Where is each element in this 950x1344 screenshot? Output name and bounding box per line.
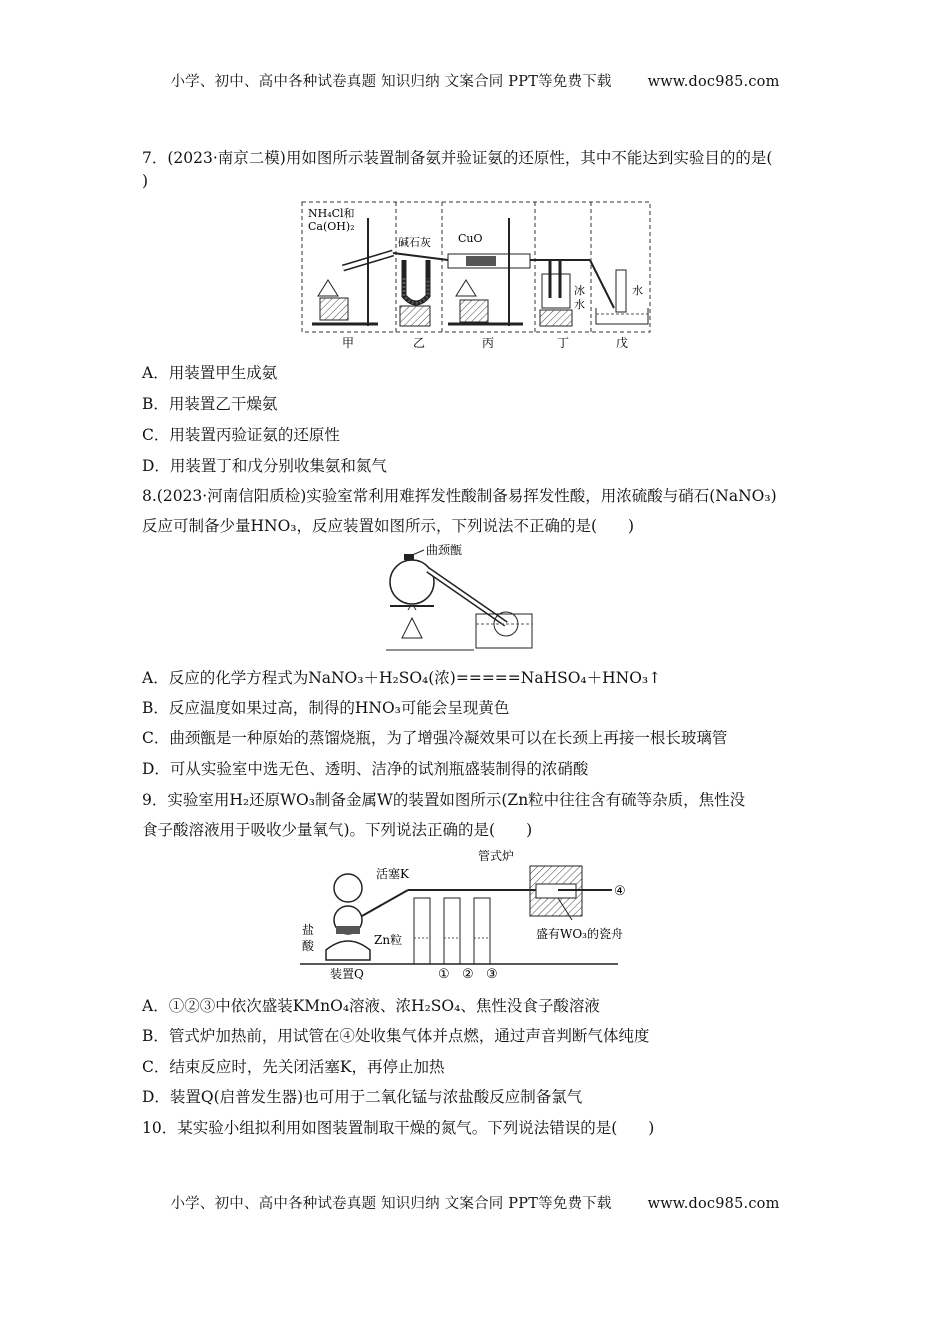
q7-option-a: A．用装置甲生成氨 <box>142 364 278 382</box>
q7-water-label: 水 <box>632 284 643 297</box>
q9-option-c: C．结束反应时，先关闭活塞K，再停止加热 <box>142 1058 445 1076</box>
q7-apparatus-figure <box>298 198 654 350</box>
q8-stem-line2: 反应可制备少量HNO₃，反应装置如图所示，下列说法不正确的是( ) <box>142 517 635 535</box>
q7-ice-label2: 水 <box>574 298 585 311</box>
page-header <box>0 70 950 91</box>
q9-option-b: B．管式炉加热前，用试管在④处收集气体并点燃，通过声音判断气体纯度 <box>142 1027 650 1045</box>
q7-stem-line1: 7．(2023·南京二模)用如图所示装置制备氨并验证氨的还原性，其中不能达到实验目的的是( <box>142 149 773 167</box>
q9-num-3: ③ <box>486 967 498 982</box>
q9-valve-label: 活塞K <box>376 867 409 881</box>
q7-label-yi: 乙 <box>413 336 426 350</box>
q9-boat-label: 盛有WO₃的瓷舟 <box>536 927 623 941</box>
q8-option-d: D．可从实验室中选无色、透明、洁净的试剂瓶盛装制得的浓硝酸 <box>142 760 589 778</box>
footer-url[interactable]: www.doc985.com <box>647 1196 780 1212</box>
q9-furnace-label: 管式炉 <box>478 849 515 863</box>
q7-option-c: C．用装置丙验证氨的还原性 <box>142 426 340 444</box>
q7-label-wu: 戊 <box>616 336 629 350</box>
q9-acid-label2: 酸 <box>302 939 315 953</box>
q7-label-bing: 丙 <box>482 336 495 350</box>
q10-stem-line1: 10．某实验小组拟利用如图装置制取干燥的氮气。下列说法错误的是( ) <box>142 1119 655 1137</box>
footer-text: 小学、初中、高中各种试卷真题 知识归纳 文案合同 PPT等免费下载 <box>170 1196 612 1212</box>
q9-device-label: 装置Q <box>330 967 364 981</box>
q9-apparatus-figure <box>296 846 644 984</box>
q7-option-b: B．用装置乙干燥氨 <box>142 395 278 413</box>
header-text: 小学、初中、高中各种试卷真题 知识归纳 文案合同 PPT等免费下载 <box>170 74 612 90</box>
q8-option-c: C．曲颈甑是一种原始的蒸馏烧瓶，为了增强冷凝效果可以在长颈上再接一根长玻璃管 <box>142 729 728 747</box>
q9-num-1: ① <box>438 967 450 982</box>
q7-ice-label1: 冰 <box>574 284 585 297</box>
q9-stem-line2: 食子酸溶液用于吸收少量氧气)。下列说法正确的是( ) <box>142 821 533 839</box>
q9-zn-label: Zn粒 <box>374 933 403 947</box>
q8-retort-label: 曲颈甑 <box>426 543 463 557</box>
q7-stem-line2: ) <box>142 172 149 190</box>
q7-reagent-line1: NH₄Cl和 <box>308 207 355 220</box>
q8-retort-figure <box>378 540 536 658</box>
q8-stem-line1: 8.(2023·河南信阳质检)实验室常利用难挥发性酸制备易挥发性酸，用浓硫酸与硝石(NaNO₃) <box>142 487 777 505</box>
page-footer <box>0 1192 950 1213</box>
q7-label-jia: 甲 <box>342 336 355 350</box>
q9-stem-line1: 9．实验室用H₂还原WO₃制备金属W的装置如图所示(Zn粒中往往含有硫等杂质，焦性没 <box>142 791 746 809</box>
q9-num-2: ② <box>462 967 474 982</box>
q7-label-ding: 丁 <box>557 336 570 350</box>
q7-soda-lime-label: 碱石灰 <box>398 236 431 249</box>
q9-num-4: ④ <box>614 884 626 899</box>
q8-option-a: A．反应的化学方程式为NaNO₃＋H₂SO₄(浓)=====NaHSO₄＋HNO₃↑ <box>142 669 662 687</box>
q8-option-b: B．反应温度如果过高，制得的HNO₃可能会呈现黄色 <box>142 699 510 717</box>
q9-acid-label1: 盐 <box>302 923 315 937</box>
q7-reagent-line2: Ca(OH)₂ <box>308 220 355 233</box>
q7-option-d: D．用装置丁和戊分别收集氨和氮气 <box>142 457 387 475</box>
header-url[interactable]: www.doc985.com <box>647 74 780 90</box>
q7-cuo-label: CuO <box>458 232 483 245</box>
q9-option-d: D．装置Q(启普发生器)也可用于二氧化锰与浓盐酸反应制备氯气 <box>142 1088 583 1106</box>
q9-option-a: A．①②③中依次盛装KMnO₄溶液、浓H₂SO₄、焦性没食子酸溶液 <box>142 997 600 1015</box>
